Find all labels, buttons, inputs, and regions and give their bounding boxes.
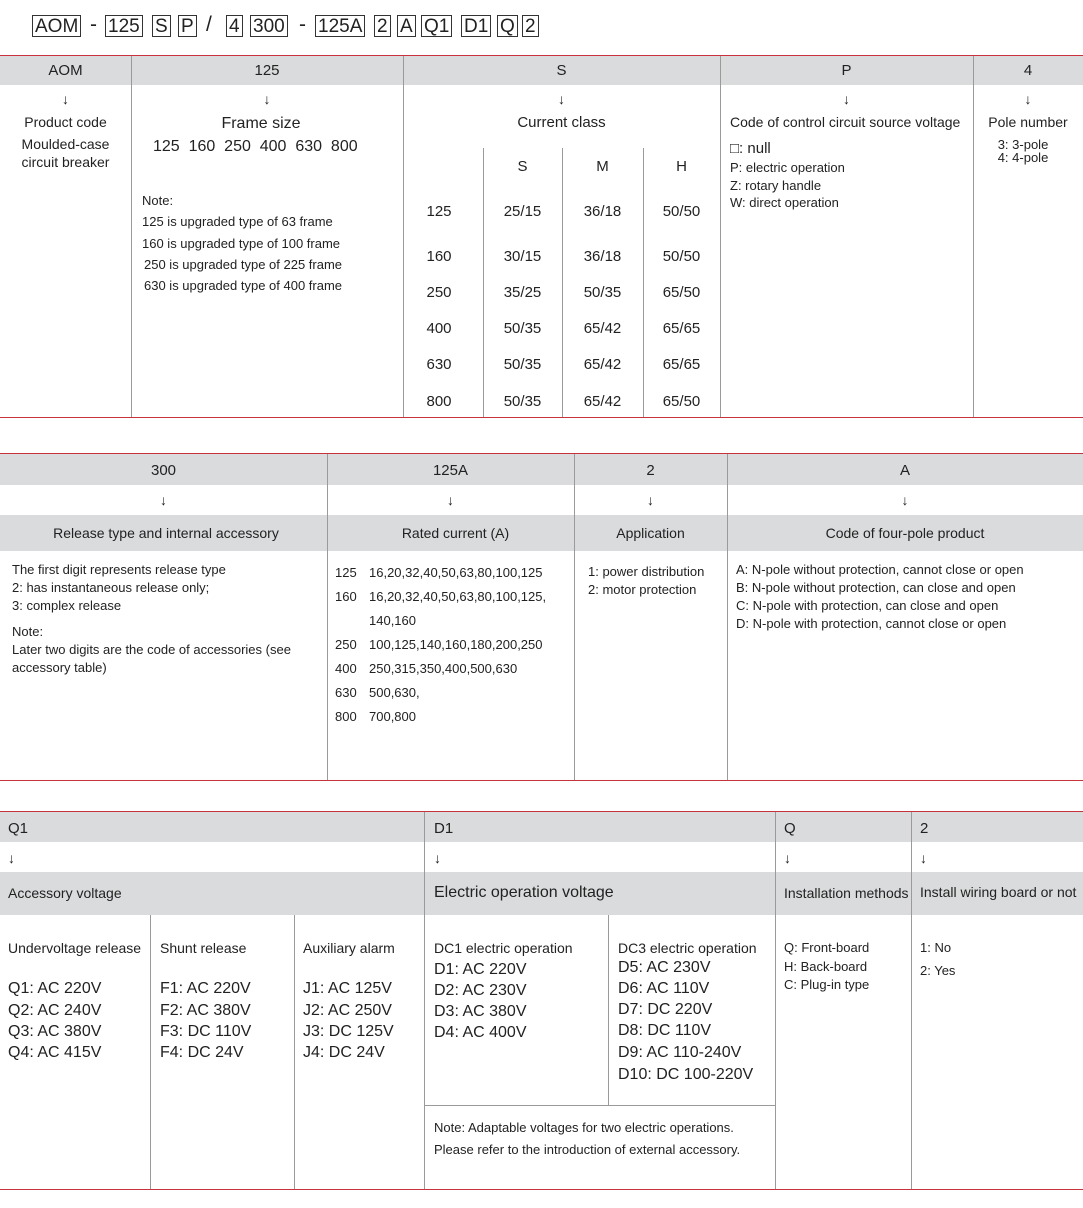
aux-alarm-item: J1: AC 125V [303, 980, 392, 997]
column-divider [562, 148, 563, 417]
dc1-item: D4: AC 400V [434, 1024, 527, 1041]
class-cell: 36/18 [583, 203, 622, 220]
release-note-label: Note: [12, 624, 44, 639]
header-fourpole: A [899, 462, 910, 479]
column-divider [483, 148, 484, 417]
rated-values: 16,20,32,40,50,63,80,100,125 [369, 565, 543, 580]
release-note: accessory table) [12, 660, 107, 675]
header-rated: 125A [432, 462, 469, 479]
column-divider [424, 812, 425, 1189]
fourpole-item: B: N-pole without protection, can close and open [736, 580, 1016, 595]
arrow-down-icon: ↓ [160, 492, 167, 508]
class-cell: 50/35 [583, 284, 622, 301]
class-cell: 50/35 [503, 356, 542, 373]
control-item: P: electric operation [730, 160, 845, 175]
code-application: 2 [374, 15, 391, 37]
code-install: Q [497, 15, 518, 37]
undervoltage-item: Q2: AC 240V [8, 1002, 102, 1019]
pole-number-title: Pole number [988, 114, 1068, 130]
class-cell: 50/50 [662, 248, 701, 265]
arrow-down-icon: ↓ [647, 492, 654, 508]
release-line: 3: complex release [12, 598, 122, 613]
shunt-item: F1: AC 220V [160, 980, 251, 997]
code-wiring: 2 [522, 15, 539, 37]
header-frame: 125 [254, 62, 280, 79]
product-desc: Moulded-case [21, 136, 110, 152]
rated-values: 100,125,140,160,180,200,250 [369, 637, 543, 652]
frame-cell: 630 [426, 356, 452, 373]
column-divider [973, 56, 974, 417]
dc1-item: D1: AC 220V [434, 961, 527, 978]
arrow-down-icon: ↓ [843, 91, 850, 107]
undervoltage-title: Undervoltage release [8, 940, 142, 956]
frame-cell: 125 [426, 203, 452, 220]
class-cell: 36/18 [583, 248, 622, 265]
rated-frame: 250 [335, 637, 357, 652]
column-divider [131, 56, 132, 417]
subheader-install: Installation methods [784, 885, 909, 901]
header-operation: D1 [434, 820, 454, 837]
code-operation: D1 [461, 15, 491, 37]
release-line: The first digit represents release type [12, 562, 226, 577]
rated-frame: 160 [335, 589, 357, 604]
shunt-title: Shunt release [160, 940, 247, 956]
header-pole: 4 [1023, 62, 1033, 79]
control-item: □: null [730, 140, 771, 157]
dc1-item: D3: AC 380V [434, 1003, 527, 1020]
class-col-header: H [676, 158, 687, 175]
column-divider [608, 915, 609, 1105]
column-divider [775, 812, 776, 1189]
arrow-down-icon: ↓ [8, 850, 15, 866]
pole-item: 4: 4-pole [997, 150, 1049, 165]
subheader-release: Release type and internal accessory [53, 525, 279, 541]
code-slash: / [206, 13, 212, 36]
rated-frame: 800 [335, 709, 357, 724]
table-bottom-border [0, 417, 1083, 418]
dc3-item: D6: AC 110V [618, 980, 710, 997]
application-item: 1: power distribution [588, 564, 705, 579]
frame-note: 630 is upgraded type of 400 frame [144, 278, 343, 293]
frame-cell: 250 [426, 284, 452, 301]
aux-alarm-item: J3: DC 125V [303, 1023, 394, 1040]
arrow-down-icon: ↓ [263, 91, 271, 107]
code-control: P [178, 15, 197, 37]
dc3-item: D8: DC 110V [618, 1022, 712, 1039]
subheader-accessory: Accessory voltage [8, 885, 122, 901]
wiring-item: 1: No [920, 940, 952, 955]
class-cell: 50/50 [662, 203, 701, 220]
subheader-application: Application [616, 525, 685, 541]
class-cell: 50/35 [503, 393, 542, 410]
arrow-down-icon: ↓ [447, 492, 454, 508]
rated-values: 16,20,32,40,50,63,80,100,125, [369, 589, 547, 604]
fourpole-item: A: N-pole without protection, cannot close or open [736, 562, 1024, 577]
wiring-item: 2: Yes [920, 963, 956, 978]
header-application: 2 [646, 462, 655, 479]
class-cell: 50/35 [503, 320, 542, 337]
undervoltage-item: Q4: AC 415V [8, 1044, 102, 1061]
class-cell: 65/65 [662, 356, 701, 373]
install-item: C: Plug-in type [784, 977, 870, 992]
code-fourpole: A [397, 15, 416, 37]
frame-size-title: Frame size [221, 115, 301, 132]
dc3-item: D9: AC 110-240V [618, 1044, 742, 1061]
header-class: S [556, 62, 567, 79]
header-control: P [841, 62, 852, 79]
frame-note: 125 is upgraded type of 63 frame [142, 214, 333, 229]
class-cell: 65/65 [662, 320, 701, 337]
subheader-operation: Electric operation voltage [434, 884, 614, 901]
aux-alarm-title: Auxiliary alarm [303, 940, 395, 956]
row-divider [424, 1105, 775, 1106]
fourpole-item: C: N-pole with protection, can close and open [736, 598, 999, 613]
dc3-item: D10: DC 100-220V [618, 1066, 754, 1083]
install-item: Q: Front-board [784, 940, 870, 955]
code-pole: 4 [226, 15, 243, 37]
class-cell: 30/15 [503, 248, 542, 265]
arrow-down-icon: ↓ [434, 850, 441, 866]
rated-values: 500,630, [369, 685, 420, 700]
header-install: Q [784, 820, 796, 837]
class-cell: 25/15 [503, 203, 542, 220]
arrow-down-icon: ↓ [920, 850, 927, 866]
code-dash: - [299, 13, 306, 36]
rated-values: 250,315,350,400,500,630 [369, 661, 518, 676]
subheader-rated: Rated current (A) [401, 525, 510, 541]
shunt-item: F4: DC 24V [160, 1044, 244, 1061]
operation-note: Please refer to the introduction of external accessory. [434, 1142, 741, 1157]
dc1-title: DC1 electric operation [434, 940, 573, 956]
aux-alarm-item: J2: AC 250V [303, 1002, 392, 1019]
frame-sizes: 125 160 250 400 630 800 [153, 138, 358, 155]
install-item: H: Back-board [784, 959, 868, 974]
code-accessory: Q1 [421, 15, 452, 37]
header-aom: AOM [48, 62, 83, 79]
class-cell: 65/50 [662, 284, 701, 301]
operation-note: Note: Adaptable voltages for two electric operations. [434, 1120, 734, 1135]
code-frame: 125 [105, 15, 143, 37]
class-cell: 65/42 [583, 356, 622, 373]
control-item: Z: rotary handle [730, 178, 822, 193]
arrow-down-icon: ↓ [784, 850, 791, 866]
header-release: 300 [150, 462, 177, 479]
frame-cell: 400 [426, 320, 452, 337]
code-dash: - [90, 13, 97, 36]
undervoltage-item: Q3: AC 380V [8, 1023, 102, 1040]
subheader-wiring: Install wiring board or not [920, 884, 1077, 900]
arrow-down-icon: ↓ [1024, 91, 1032, 107]
arrow-down-icon: ↓ [62, 91, 69, 107]
current-class-title: Current class [517, 114, 606, 131]
column-divider [911, 812, 912, 1189]
table-bottom-border [0, 1189, 1083, 1190]
subheader-fourpole: Code of four-pole product [825, 525, 985, 541]
release-line: 2: has instantaneous release only; [12, 580, 210, 595]
arrow-down-icon: ↓ [901, 492, 909, 508]
code-class: S [152, 15, 171, 37]
undervoltage-item: Q1: AC 220V [8, 980, 102, 997]
column-divider [643, 148, 644, 417]
dc3-item: D5: AC 230V [618, 959, 711, 976]
rated-frame: 630 [335, 685, 357, 700]
fourpole-item: D: N-pole with protection, cannot close or open [736, 616, 1007, 631]
release-note: Later two digits are the code of accessories (see [12, 642, 291, 657]
header-wiring: 2 [920, 820, 929, 837]
column-divider [150, 915, 151, 1189]
frame-note-label: Note: [142, 193, 174, 208]
dc1-item: D2: AC 230V [434, 982, 527, 999]
code-aom: AOM [32, 15, 81, 37]
class-col-header: M [596, 158, 609, 175]
rated-frame: 125 [335, 565, 357, 580]
frame-cell: 160 [426, 248, 452, 265]
shunt-item: F3: DC 110V [160, 1023, 252, 1040]
class-cell: 65/42 [583, 393, 622, 410]
code-rated: 125A [315, 15, 365, 37]
rated-values: 700,800 [369, 709, 416, 724]
aux-alarm-item: J4: DC 24V [303, 1044, 385, 1061]
pole-item: 3: 3-pole [997, 137, 1049, 152]
dc3-item: D7: DC 220V [618, 1001, 713, 1018]
class-cell: 35/25 [503, 284, 542, 301]
class-cell: 65/50 [662, 393, 701, 410]
header-accessory: Q1 [8, 820, 29, 837]
frame-cell: 800 [426, 393, 452, 410]
class-col-header: S [517, 158, 528, 175]
code-release: 300 [250, 15, 288, 37]
arrow-down-icon: ↓ [558, 91, 565, 107]
rated-values: 140,160 [369, 613, 416, 628]
rated-frame: 400 [335, 661, 357, 676]
column-divider [294, 915, 295, 1189]
application-item: 2: motor protection [588, 582, 697, 597]
column-divider [720, 56, 721, 417]
product-code-title: Product code [24, 114, 107, 130]
table-bottom-border [0, 780, 1083, 781]
control-item: W: direct operation [730, 195, 839, 210]
class-cell: 65/42 [583, 320, 622, 337]
frame-note: 160 is upgraded type of 100 frame [142, 236, 341, 251]
frame-note: 250 is upgraded type of 225 frame [144, 257, 343, 272]
dc3-title: DC3 electric operation [618, 940, 757, 956]
shunt-item: F2: AC 380V [160, 1002, 251, 1019]
control-voltage-title: Code of control circuit source voltage [730, 114, 961, 130]
product-desc: circuit breaker [21, 154, 110, 170]
